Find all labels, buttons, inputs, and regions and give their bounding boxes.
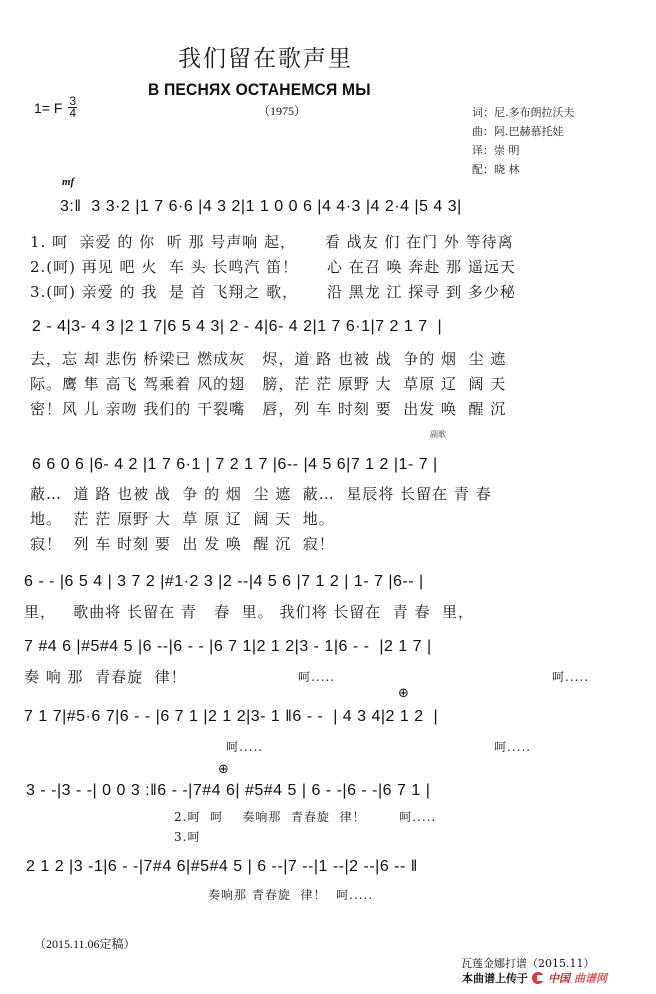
lyrics-a: 奏 响 那 青春旋 律！ bbox=[24, 668, 187, 686]
lyrics-verse-3: 寂！ 列 车 时刻 要 出 发 唤 醒 沉 寂！ bbox=[30, 535, 335, 553]
chorus-label: 副歌 bbox=[430, 430, 446, 439]
notation-row: 2 1 2 |3 -1|6 - -|7#4 6|#5#4 5 | 6 --|7 --|1 --|2 --|6 -- ‖ bbox=[26, 858, 418, 875]
lyrics-verse-1: 1. 呵 亲爱 的 你 听 那 号声响 起， 看 战友 们 在门 外 等待离 bbox=[30, 233, 514, 251]
notation-row: 6 6 0 6 |6- 4 2 |1 7 6·1 | 7 2 1 7 |6-- |4 5 6|7 1 2 |1- 7 | bbox=[32, 456, 438, 473]
notation-row: 6 - - |6 5 4 | 3 7 2 |#1·2 3 |2 --|4 5 6 |7 1 2 | 1- 7 |6-- | bbox=[24, 573, 424, 590]
lyrics-verse-1: 去，忘 却 悲伤 桥梁已 燃成灰 烬，道 路 也被 战 争的 烟 尘 遮 bbox=[30, 350, 507, 368]
finalized-date: （2015.11.06定稿） bbox=[34, 937, 136, 951]
credits-block bbox=[472, 103, 575, 179]
credit-translation: 译：崇 明 bbox=[472, 144, 520, 157]
site-name-b: 曲谱网 bbox=[574, 972, 607, 985]
notation-row: 7 #4 6 |#5#4 5 |6 --|6 - - |6 7 1|2 1 2|3 - 1|6 - - |2 1 7 | bbox=[24, 638, 432, 655]
notation-row: 3 - -|3 - -| 0 0 3 :‖6 - -|7#4 6| #5#4 5 | 6 - -|6 - -|6 7 1 | bbox=[26, 782, 431, 799]
lyrics-verse-3: 3.呵 bbox=[174, 830, 201, 844]
song-title-chinese: 我们留在歌声里 bbox=[178, 46, 353, 72]
credit-arrangement: 配：晓 林 bbox=[472, 163, 520, 176]
lyrics: 奏响那 青春旋 律！ 呵..... bbox=[208, 888, 374, 902]
lyrics-verse-3: 3.(呵) 亲爱 的 我 是 首 飞翔之 歌， 沿 黑龙 江 探寻 到 多少秘 bbox=[30, 283, 516, 301]
lyrics-verse-1: 蔽… 道 路 也被 战 争 的 烟 尘 遮 蔽… 星辰将 长留在 青 春 bbox=[30, 485, 492, 503]
lyrics-b: 呵..... bbox=[494, 740, 532, 754]
notation-row: 7 1 7|#5·6 7|6 - - |6 7 1 |2 1 2|3- 1 ‖6 - - | 4 3 4|2 1 2 | bbox=[24, 708, 439, 725]
upload-watermark bbox=[462, 970, 607, 986]
coda-icon: ⊕ bbox=[398, 686, 409, 701]
notation-row: 3:‖ 3 3·2 |1 7 6·6 |4 3 2|1 1 0 0 6 |4 4·3 |4 2·4 |5 4 3| bbox=[60, 198, 462, 215]
lyrics-verse-2: 2.(呵) 再见 吧 火 车 头 长鸣汽 笛！ 心 在召 唤 奔赴 那 遥远天 bbox=[30, 258, 516, 276]
time-signature bbox=[68, 96, 77, 119]
time-sig-denominator: 4 bbox=[69, 106, 77, 120]
site-logo-icon bbox=[532, 972, 544, 984]
lyrics-verse-3: 密！风 儿 亲吻 我们的 干裂嘴 唇，列 车 时刻 要 出发 唤 醒 沉 bbox=[30, 400, 507, 418]
lyrics-verse-2: 际。鹰 隼 高飞 驾乘着 风的翅 膀，茫 茫 原野 大 草原 辽 阔 天 bbox=[30, 375, 507, 393]
credit-lyrics: 词：尼.多布朗拉沃夫 bbox=[472, 106, 575, 119]
dynamic-marking: mf bbox=[62, 176, 75, 188]
time-sig-numerator: 3 bbox=[69, 94, 77, 108]
lyrics: 里， 歌曲将 长留在 青 春 里。 我们将 长留在 青 春 里， bbox=[24, 603, 475, 621]
lyrics-a: 呵..... bbox=[226, 740, 264, 754]
credit-music: 曲：阿.巴赫慕托娃 bbox=[472, 125, 564, 138]
coda-icon: ⊕ bbox=[218, 762, 229, 777]
song-year: （1975） bbox=[258, 104, 307, 118]
song-title-russian: В ПЕСНЯХ ОСТАНЕМСЯ МЫ bbox=[148, 80, 371, 99]
lyrics-verse-2: 2.呵 呵 奏响那 青春旋 律！ 呵..... bbox=[174, 810, 437, 824]
typeset-credit: 瓦莲金娜打谱（2015.11） bbox=[461, 957, 595, 970]
key-label: 1= F bbox=[34, 99, 63, 116]
lyrics-c: 呵..... bbox=[552, 670, 590, 684]
lyrics-b: 呵..... bbox=[298, 670, 336, 684]
notation-row: 2 - 4|3- 4 3 |2 1 7|6 5 4 3| 2 - 4|6- 4 2|1 7 6·1|7 2 1 7 | bbox=[32, 318, 443, 335]
upload-text: 本曲谱上传于 bbox=[462, 972, 528, 985]
key-signature bbox=[34, 96, 77, 119]
lyrics-verse-2: 地。 茫 茫 原野 大 草 原 辽 阔 天 地。 bbox=[30, 510, 335, 528]
site-name-a: 中国 bbox=[548, 972, 570, 985]
